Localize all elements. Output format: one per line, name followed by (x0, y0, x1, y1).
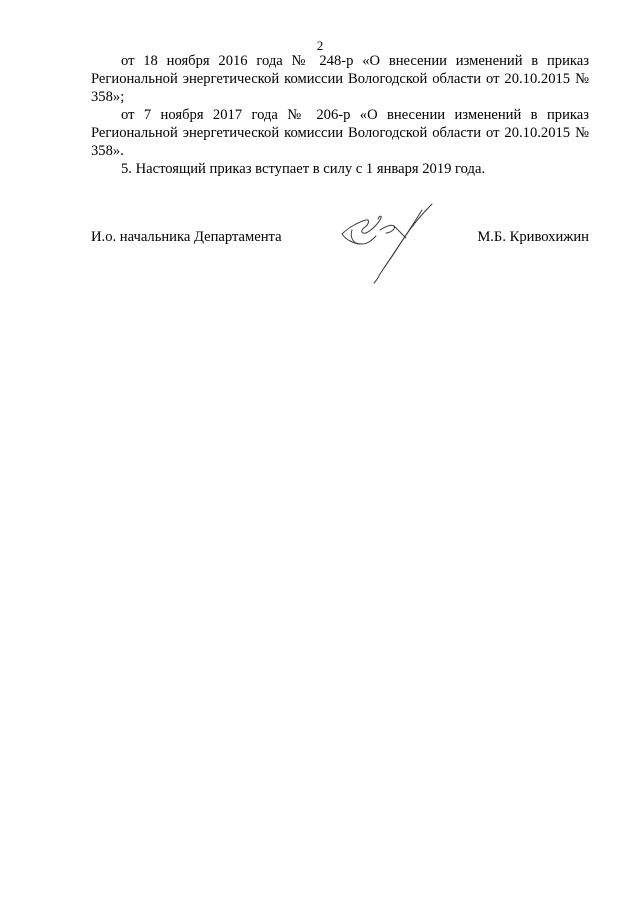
signatory-title: И.о. начальника Департамента (91, 229, 282, 245)
document-body (91, 52, 589, 178)
paragraph-effective-date: 5. Настоящий приказ вступает в силу с 1 января 2019 года. (121, 161, 486, 177)
page-number: 2 (316, 38, 324, 53)
paragraph-order-248: от 18 ноября 2016 года № 248-р «О внесении изменений в приказ Региональной энергетической комиссии Вологодской области от 20.10.2015 № 358»; (91, 53, 589, 105)
handwritten-signature (336, 200, 440, 284)
signatory-name: М.Б. Кривохижин (477, 229, 589, 245)
paragraph-order-206: от 7 ноября 2017 года № 206-р «О внесении изменений в приказ Региональной энергетической комиссии Вологодской области от 20.10.2015 № 358». (91, 107, 589, 159)
